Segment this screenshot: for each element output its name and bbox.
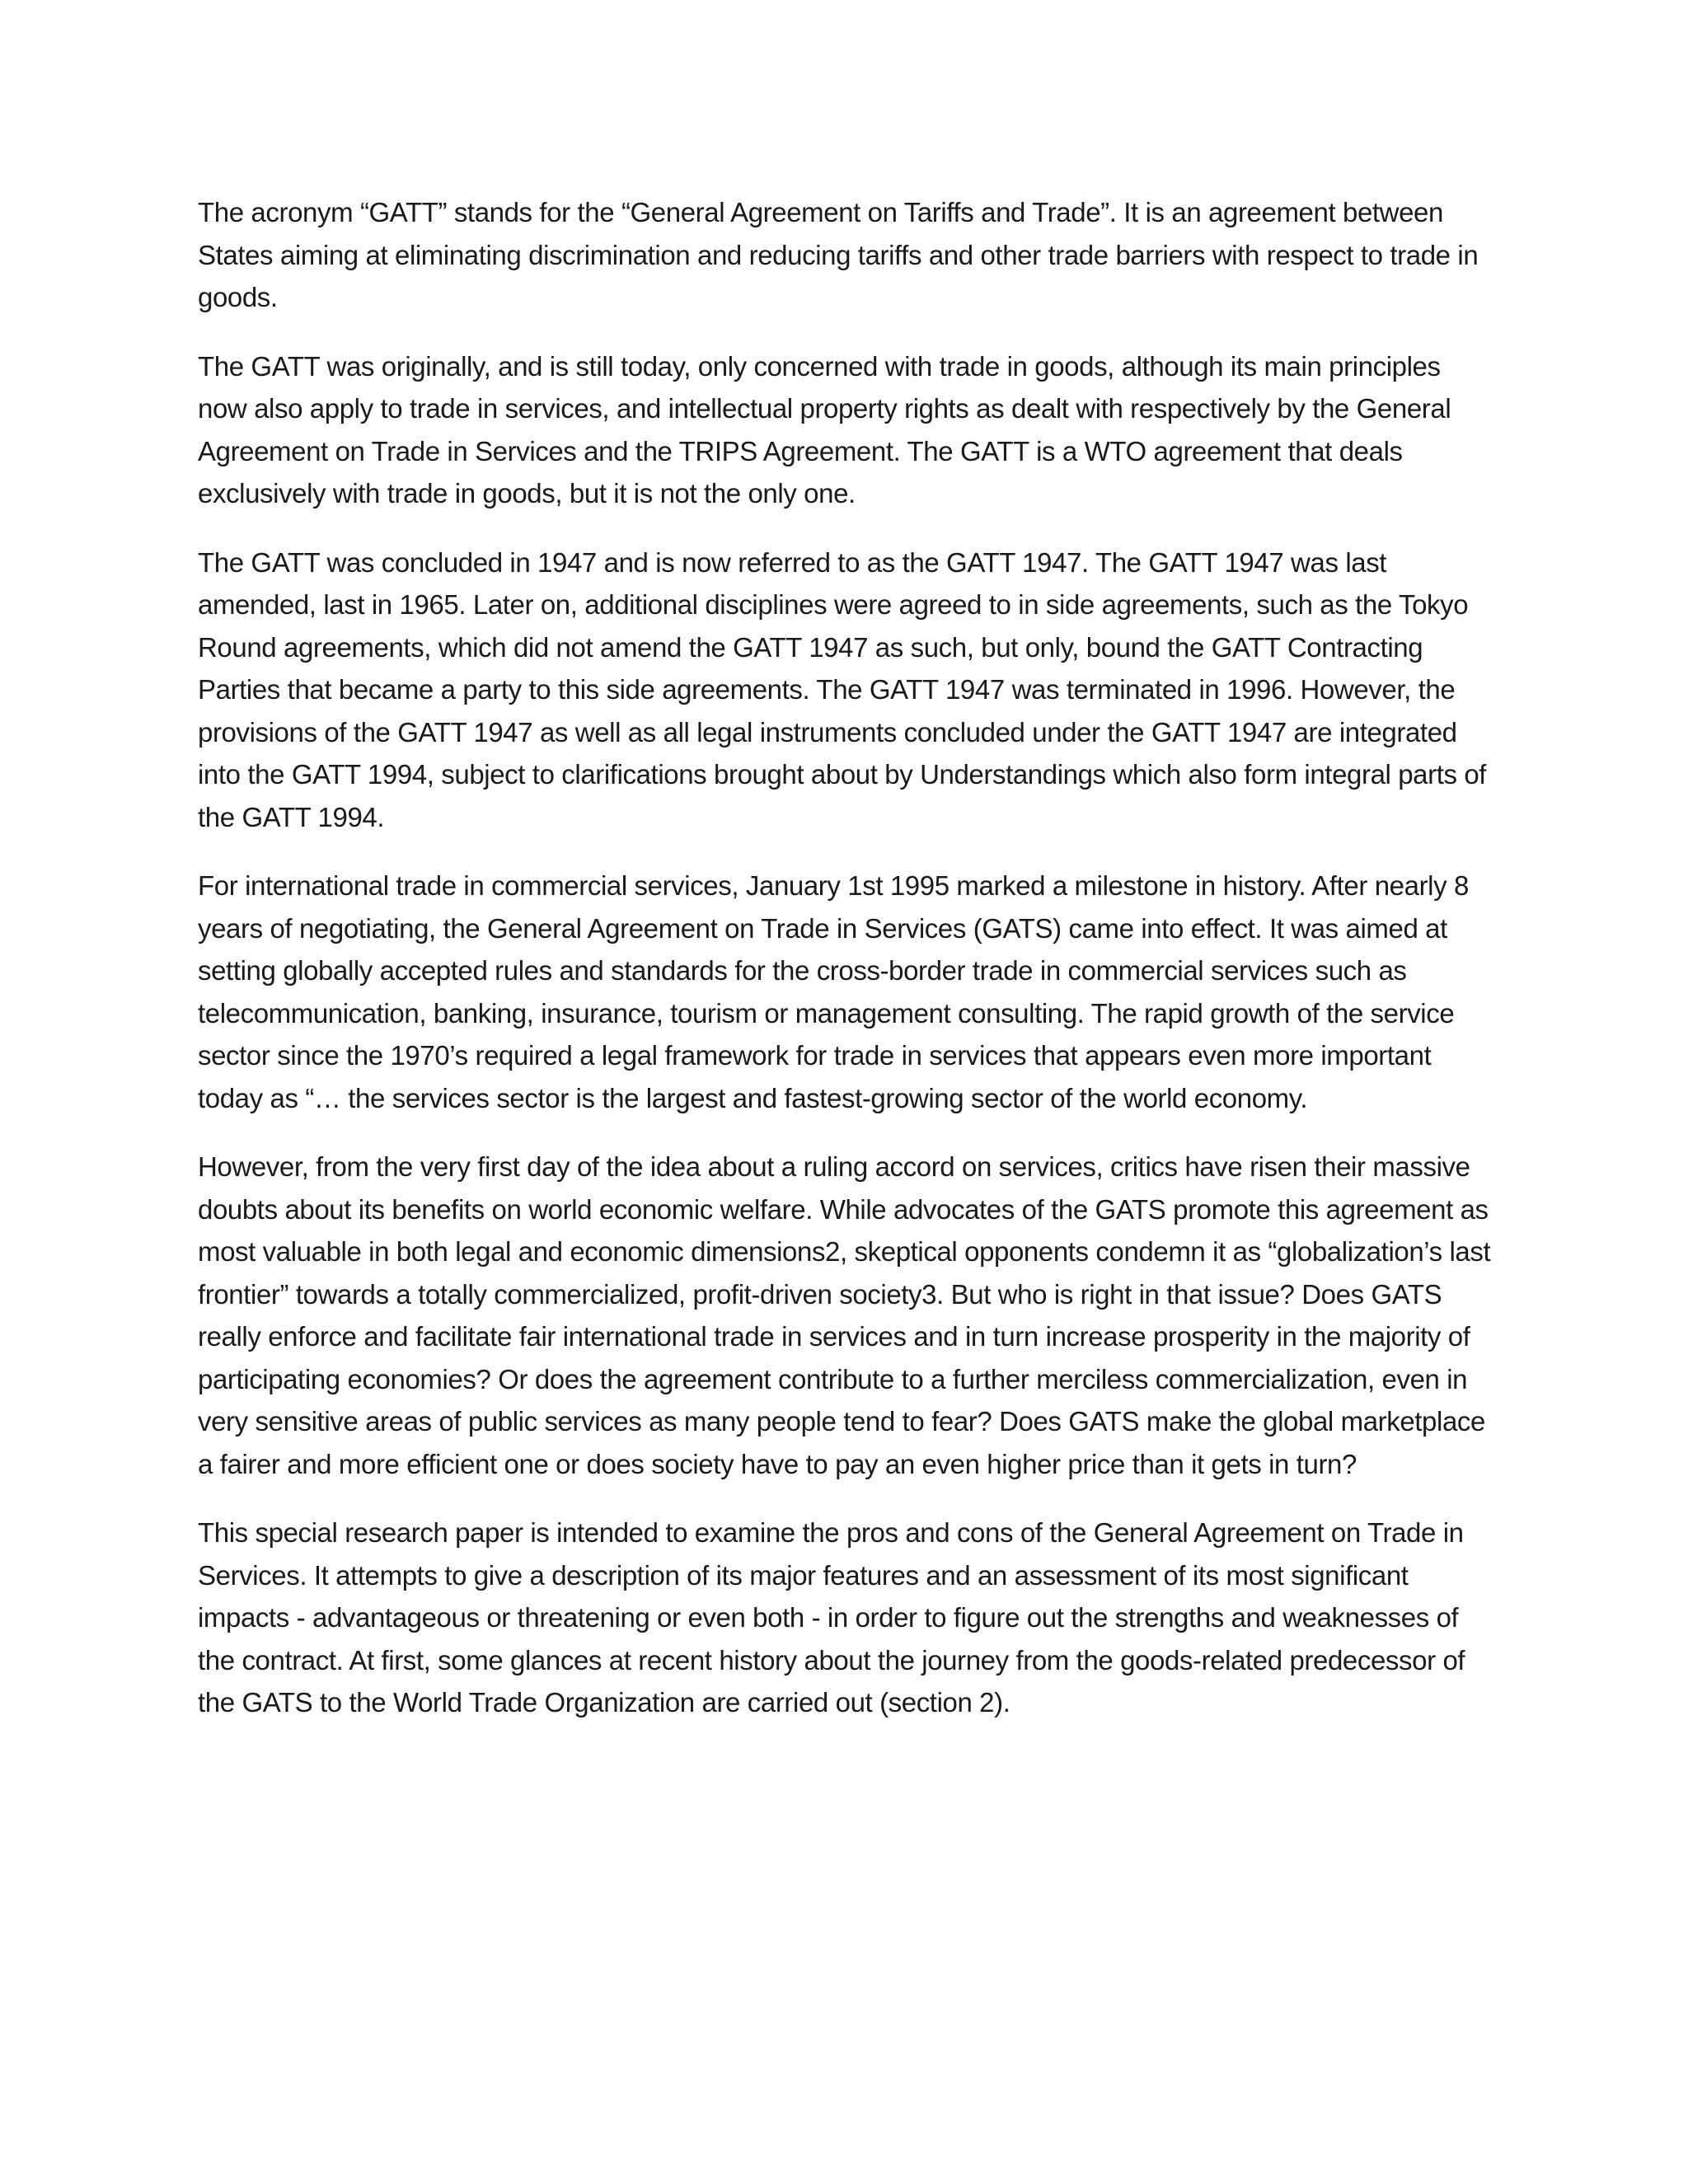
paragraph-gatt-history: The GATT was concluded in 1947 and is now referred to as the GATT 1947. The GATT 1947 was last amended, last in 1965. Later on, additional disciplines were agreed to in side agreements, such as the Tokyo Round agreements, which did not amend the GATT 1947 as such, but only, bound the GATT Contracting Parties that became a party to this side agreements. The GATT 1947 was terminated in 1996. However, the provisions of the GATT 1947 as well as all legal instruments concluded under the GATT 1947 are integrated into the GATT 1994, subject to clarifications brought about by Understandings which also form integral parts of the GATT 1994. — [198, 546, 1487, 832]
paragraph-gatt-scope: The GATT was originally, and is still today, only concerned with trade in goods, although its main principles now also apply to trade in services, and intellectual property rights as dealt with respectively by the General Agreement on Trade in Services and the TRIPS Agreement. The GATT is a WTO agreement that deals exclusively with trade in goods, but it is not the only one. — [198, 350, 1451, 509]
document-body — [198, 191, 1496, 1750]
paragraph-gatt-definition: The acronym “GATT” stands for the “General Agreement on Tariffs and Trade”. It is an agreement between States aiming at eliminating discrimination and reducing tariffs and other trade barriers with respect to trade in goods. — [198, 197, 1479, 312]
paragraph-paper-purpose: This special research paper is intended to examine the pros and cons of the General Agreement on Trade in Services. It attempts to give a description of its major features and an assessment of its most significant impacts - advantageous or threatening or even both - in order to figure out the strengths and weaknesses of the contract. At first, some glances at recent history about the journey from the goods-related predecessor of the GATS to the World Trade Organization are carried out (section 2). — [198, 1517, 1465, 1718]
paragraph-gats-introduction: For international trade in commercial services, January 1st 1995 marked a milestone in history. After nearly 8 years of negotiating, the General Agreement on Trade in Services (GATS) came into effect. It was aimed at setting globally accepted rules and standards for the cross-border trade in commercial services such as telecommunication, banking, insurance, tourism or management consulting. The rapid growth of the service sector since the 1970’s required a legal framework for trade in services that appears even more important today as “… the services sector is the largest and fastest-growing sector of the world economy. — [198, 870, 1469, 1113]
paragraph-gats-criticism: However, from the very first day of the idea about a ruling accord on services, critics have risen their massive doubts about its benefits on world economic welfare. While advocates of the GATS promote this agreement as most valuable in both legal and economic dimensions2, skeptical opponents condemn it as “globalization’s last frontier” towards a totally commercialized, profit-driven society3. But who is right in that issue? Does GATS really enforce and facilitate fair international trade in services and in turn increase prosperity in the majority of participating economies? Or does the agreement contribute to a further merciless commercialization, even in very sensitive areas of public services as many people tend to fear? Does GATS make the global marketplace a fairer and more efficient one or does society have to pay an even higher price than it gets in turn? — [198, 1151, 1491, 1479]
